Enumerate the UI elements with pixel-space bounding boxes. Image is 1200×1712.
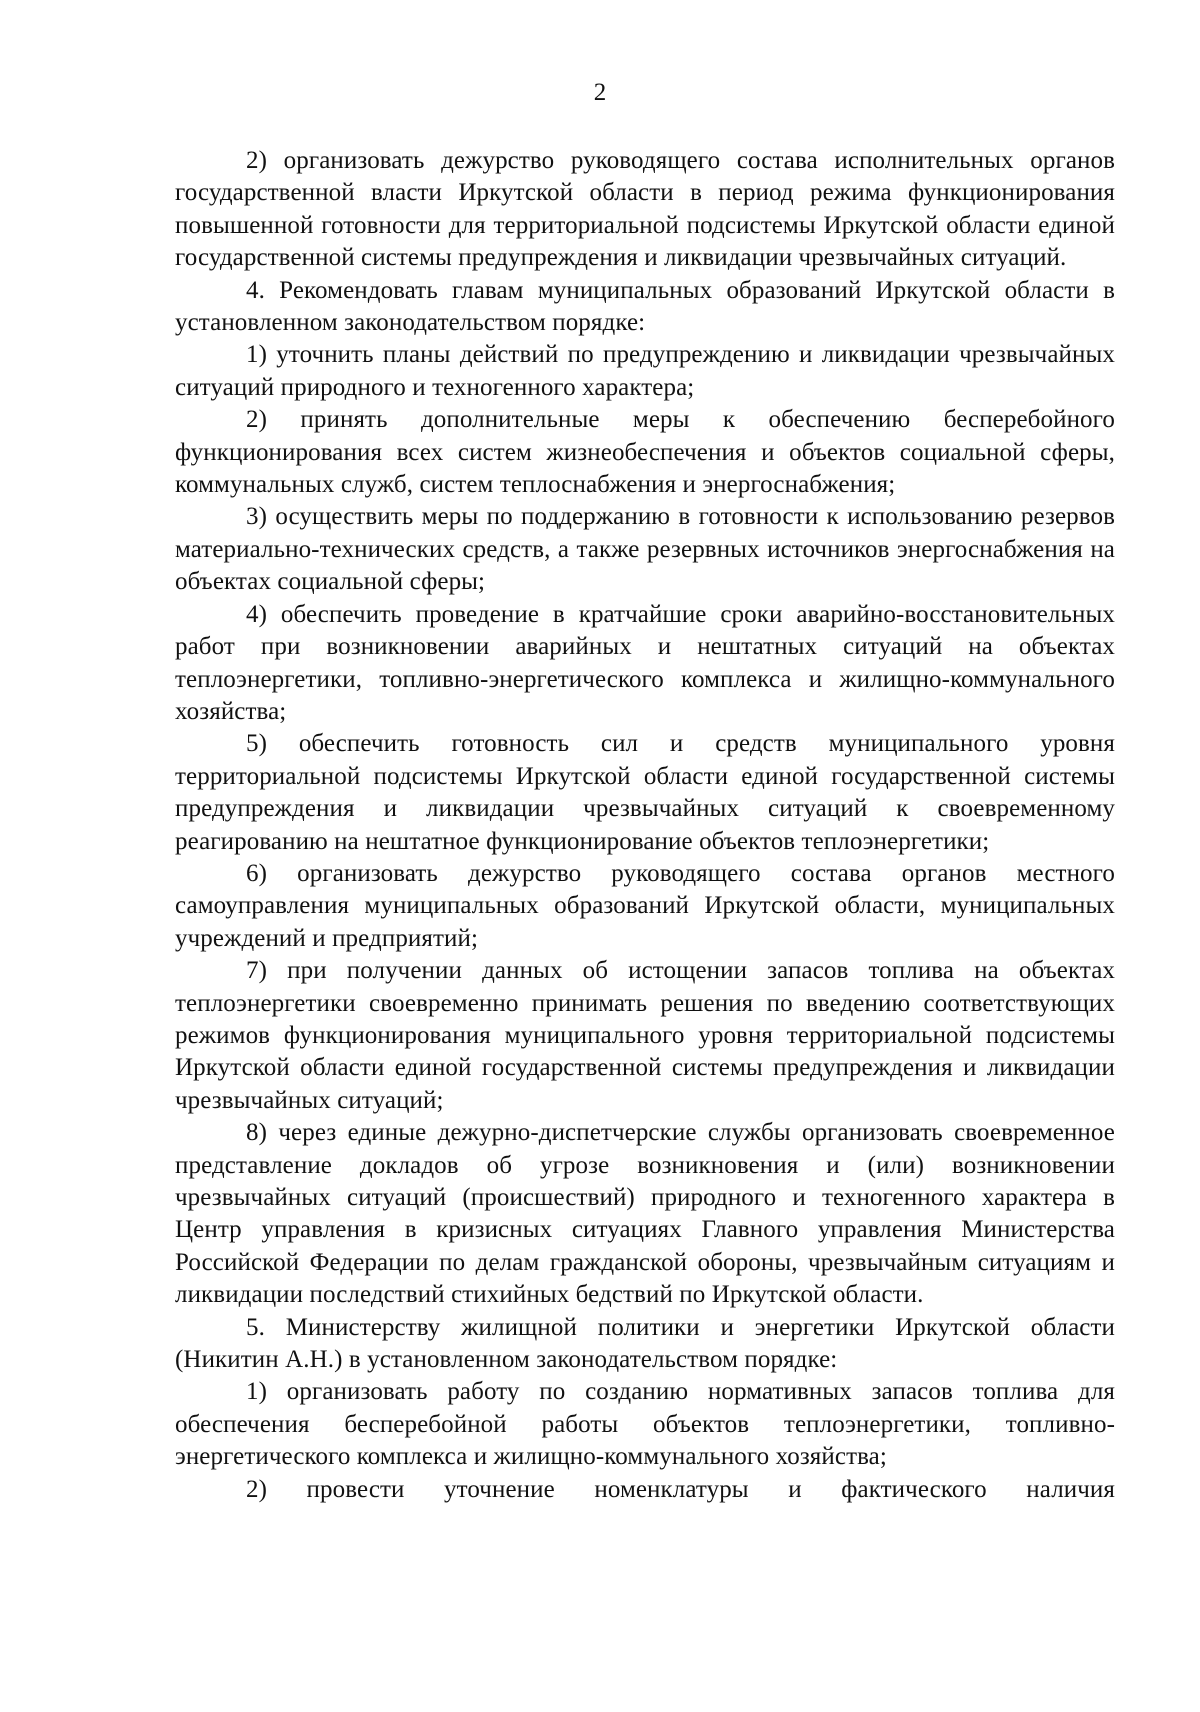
- paragraph-section-5: 5. Министерству жилищной политики и энергетики Иркутской области (Никитин А.Н.) в установленном законодательством порядке:: [175, 1313, 1115, 1374]
- paragraph-item-4-repairs: 4) обеспечить проведение в кратчайшие сроки аварийно-восстановительных работ при возникновении аварийных и нештатных ситуаций на объектах теплоэнергетики, топливно-энергетического комплекса и жилищно-коммунального хозяйства;: [175, 600, 1115, 725]
- paragraph-section-4: 4. Рекомендовать главам муниципальных образований Иркутской области в установленном законодательством порядке:: [175, 276, 1115, 337]
- paragraph-item-2-duty: 2) организовать дежурство руководящего состава исполнительных органов государственной власти Иркутской области в период режима функционирования повышенной готовности для территориальной подсистемы Иркутской области единой государственной системы предупреждения и ликвидации чрезвычайных ситуаций.: [175, 147, 1115, 272]
- paragraph-item-3-reserves: 3) осуществить меры по поддержанию в готовности к использованию резервов материально-технических средств, а также резервных источников энергоснабжения на объектах социальной сферы;: [175, 503, 1115, 596]
- paragraph-item-1-plans: 1) уточнить планы действий по предупреждению и ликвидации чрезвычайных ситуаций природного и техногенного характера;: [175, 341, 1115, 401]
- page-number: 2: [593, 79, 607, 106]
- paragraph-item-5-readiness: 5) обеспечить готовность сил и средств муниципального уровня территориальной подсистемы Иркутской области единой государственной системы предупреждения и ликвидации чрезвычайных ситуаций к своевременному реагированию на нештатное функционирование объектов теплоэнергетики;: [175, 730, 1115, 855]
- paragraph-item-2-measures: 2) принять дополнительные меры к обеспечению бесперебойного функционирования всех систем жизнеобеспечения и объектов социальной сферы, коммунальных служб, систем теплоснабжения и энергоснабжения;: [175, 406, 1115, 499]
- paragraph-item-8-reports: 8) через единые дежурно-диспетчерские службы организовать своевременное представление докладов об угрозе возникновения и (или) возникновении чрезвычайных ситуаций (происшествий) природного и техногенного характера в Центр управления в кризисных ситуациях Главного управления Министерства Российской Федерации по делам гражданской обороны, чрезвычайным ситуациям и ликвидации последствий стихийных бедствий по Иркутской области.: [175, 1119, 1115, 1309]
- paragraph-item-7-fuel: 7) при получении данных об истощении запасов топлива на объектах теплоэнергетики своевременно принимать решения по введению соответствующих режимов функционирования муниципального уровня территориальной подсистемы Иркутской области единой государственной системы предупреждения и ликвидации чрезвычайных ситуаций;: [175, 957, 1115, 1114]
- document-body: [175, 145, 1115, 1506]
- paragraph-item-6-duty: 6) организовать дежурство руководящего состава органов местного самоуправления муниципальных образований Иркутской области, муниципальных учреждений и предприятий;: [175, 859, 1115, 952]
- paragraph-item-2-nomenclature: 2) провести уточнение номенклатуры и фактического наличия: [246, 1475, 1115, 1503]
- paragraph-item-1-fuel-reserves: 1) организовать работу по созданию нормативных запасов топлива для обеспечения бесперебойной работы объектов теплоэнергетики, топливно-энергетического комплекса и жилищно-коммунального хозяйства;: [175, 1378, 1115, 1471]
